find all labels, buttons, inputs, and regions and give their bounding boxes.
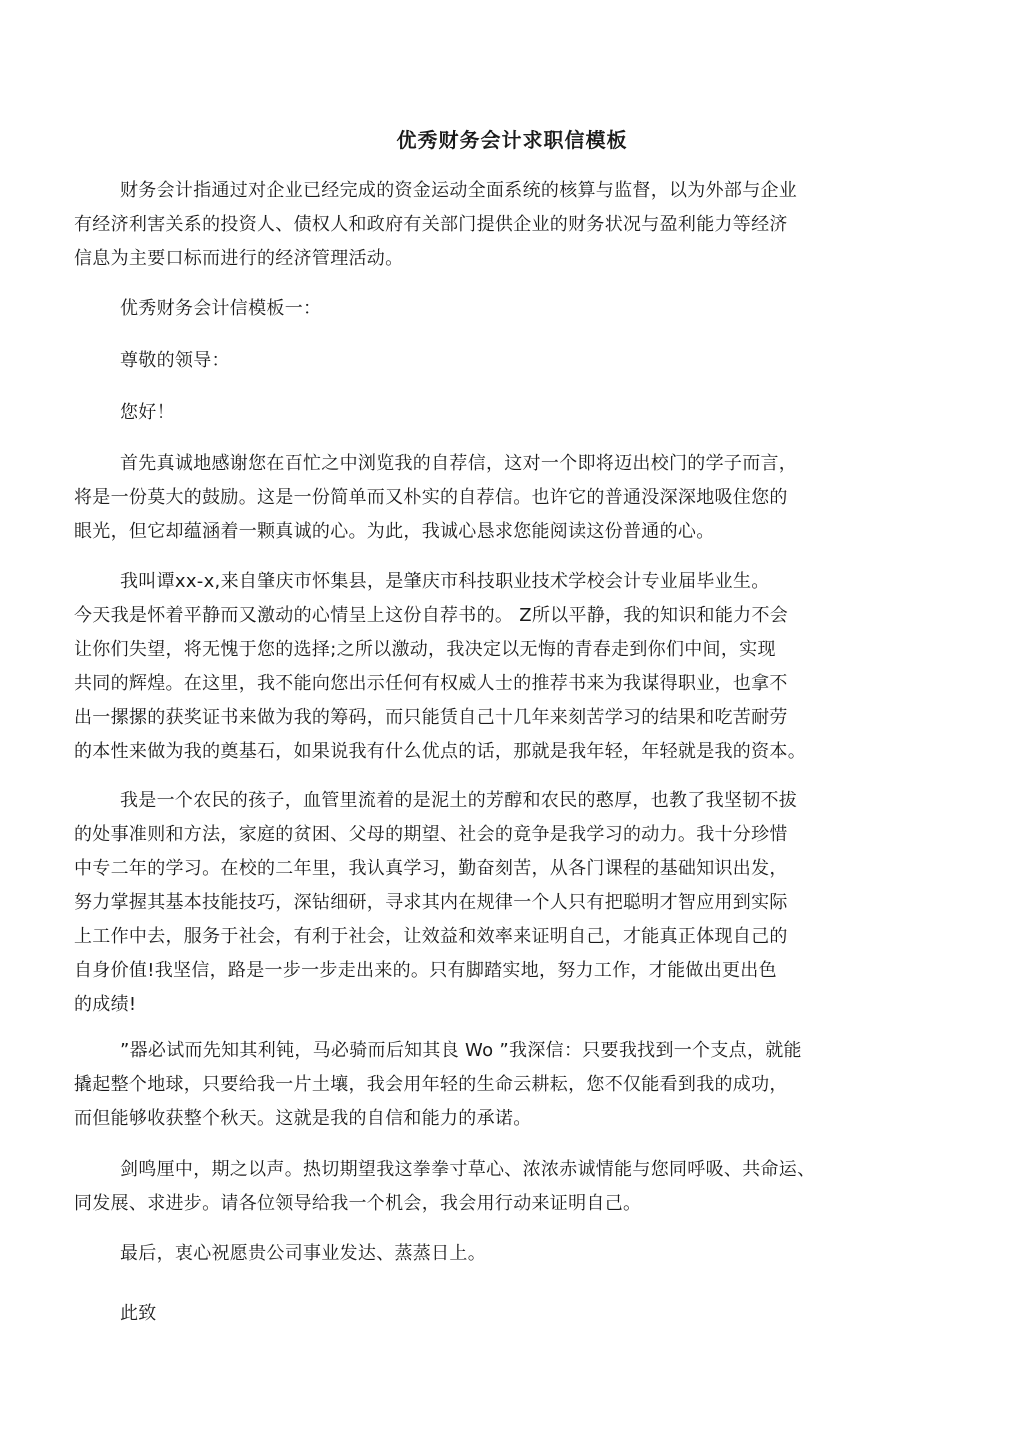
paragraph-greeting [74,396,894,430]
paragraph-salutation [74,344,894,378]
paragraph-line: 撬起整个地球，只要给我一片土壤，我会用年轻的生命云耕耘，您不仅能看到我的成功， [74,1074,788,1095]
paragraph-self-intro [74,565,894,769]
paragraph-line: 此致 [120,1303,157,1324]
paragraph-line: 中专二年的学习。在校的二年里，我认真学习，勤奋刻苦，从各门课程的基础知识出发， [74,858,788,879]
paragraph-line: 我叫谭xx-x,来自肇庆市怀集县，是肇庆市科技职业技术学校会计专业届毕业生。 [120,571,770,592]
paragraph-line: 让你们失望，将无愧于您的选择;之所以激动，我决定以无悔的青春走到你们中间，实现 [74,639,776,660]
paragraph-line: 眼光，但它却蕴涵着一颗真诚的心。为此，我诚心恳求您能阅读这份普通的心。 [74,521,715,542]
paragraph-sign-off [74,1297,894,1331]
paragraph-thanks [74,447,894,549]
paragraph-line: 努力掌握其基本技能技巧，深钻细研，寻求其内在规律一个人只有把聪明才智应用到实际 [74,892,788,913]
paragraph-line: 上工作中去，服务于社会，有利于社会，让效益和效率来证明自己，才能真正体现自己的 [74,926,788,947]
paragraph-line: 我是一个农民的孩子，血管里流着的是泥土的芳醇和农民的憨厚，也教了我坚韧不拔 [120,790,798,811]
document-title: 优秀财务会计求职信模板 [396,128,628,152]
paragraph-line: 您好！ [120,402,175,423]
paragraph-closing-wish [74,1237,894,1271]
paragraph-line: 的本性来做为我的奠基石，如果说我有什么优点的话，那就是我年轻，年轻就是我的资本。 [74,741,806,762]
paragraph-intro [74,174,894,276]
paragraph-commitment [74,1034,894,1136]
paragraph-background [74,784,894,1022]
paragraph-line: 剑鸣厘中，期之以声。热切期望我这拳拳寸草心、浓浓赤诚情能与您同呼吸、共命运、 [120,1159,816,1180]
paragraph-line: 信息为主要口标而进行的经济管理活动。 [74,248,404,269]
paragraph-line: 将是一份莫大的鼓励。这是一份简单而又朴实的自荐信。也许它的普通没深深地吸住您的 [74,487,788,508]
paragraph-line: 首先真诚地感谢您在百忙之中浏览我的自荐信，这对一个即将迈出校门的学子而言， [120,453,798,474]
paragraph-line: 最后，衷心祝愿贵公司事业发达、蒸蒸日上。 [120,1243,486,1264]
paragraph-template-heading [74,292,894,326]
paragraph-line: 自身价值!我坚信，路是一步一步走出来的。只有脚踏实地，努力工作，才能做出更出色 [74,960,777,981]
paragraph-line: 今天我是怀着平静而又激动的心情呈上这份自荐书的。 Z所以平静，我的知识和能力不会 [74,605,789,626]
paragraph-line: 出一摞摞的获奖证书来做为我的筹码，而只能赁自己十几年来刻苦学习的结果和吃苦耐劳 [74,707,788,728]
paragraph-line: 的成绩! [74,994,137,1015]
paragraph-line: 的处事准则和方法，家庭的贫困、父母的期望、社会的竟争是我学习的动力。我十分珍惜 [74,824,788,845]
paragraph-line: 优秀财务会计信模板一： [120,298,322,319]
paragraph-request [74,1153,894,1221]
paragraph-line: 财务会计指通过对企业已经完成的资金运动全面系统的核算与监督，以为外部与企业 [120,180,798,201]
paragraph-line: 同发展、求进步。请各位领导给我一个机会，我会用行动来证明自己。 [74,1193,642,1214]
paragraph-line: 有经济利害关系的投资人、债权人和政府有关部门提供企业的财务状况与盈利能力等经济 [74,214,788,235]
paragraph-line: 尊敬的领导： [120,350,230,371]
paragraph-line: 而但能够收获整个秋天。这就是我的自信和能力的承诺。 [74,1108,532,1129]
paragraph-line: ”器必试而先知其利钝，马必骑而后知其良 Wo ”我深信：只要我找到一个支点，就能 [120,1040,802,1061]
paragraph-line: 共同的辉煌。在这里，我不能向您出示任何有权威人士的推荐书来为我谋得职业，也拿不 [74,673,788,694]
